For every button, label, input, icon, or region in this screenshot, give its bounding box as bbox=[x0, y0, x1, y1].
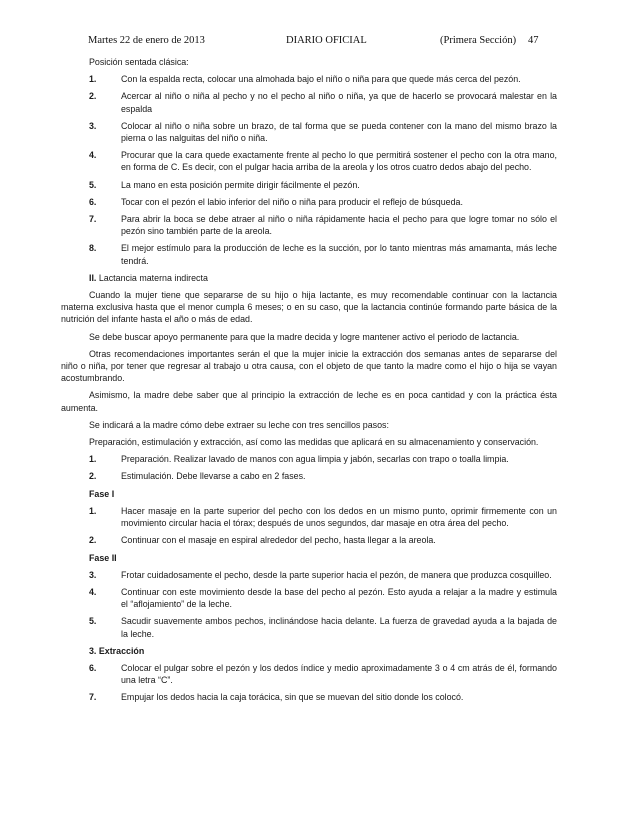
list-number: 2. bbox=[89, 91, 97, 102]
page-header bbox=[88, 35, 540, 49]
list-number: 1. bbox=[89, 74, 97, 85]
list-text: La mano en esta posición permite dirigir fácilmente el pezón. bbox=[121, 179, 360, 190]
list-item bbox=[61, 73, 557, 85]
list-item bbox=[61, 196, 557, 208]
list-number: 7. bbox=[89, 214, 97, 225]
list-number: 6. bbox=[89, 196, 97, 207]
list-text: Colocar al niño o niña sobre un brazo, de tal forma que se pueda contener con la mano del mismo brazo la pierna o las nalguitas del niño o niña. bbox=[121, 120, 557, 144]
list-text: Preparación. Realizar lavado de manos con agua limpia y jabón, secarlas con trapo o toalla limpia. bbox=[121, 454, 509, 465]
list-number: 4. bbox=[89, 586, 97, 597]
section-number: II. bbox=[89, 272, 97, 283]
document-body bbox=[61, 56, 557, 709]
header-publication: DIARIO OFICIAL bbox=[286, 35, 367, 46]
phase-heading: Fase I bbox=[89, 488, 115, 499]
list-text: Con la espalda recta, colocar una almohada bajo el niño o niña para que quede más cerca del pezón. bbox=[121, 74, 521, 85]
paragraph: Otras recomendaciones importantes serán el que la mujer inicie la extracción dos semanas antes de separarse del niño o niña, por tener que regresar al trabajo u otra causa, con el objeto de que tanto la madre como el hijo o hija se vayan acostumbrando. bbox=[61, 348, 557, 384]
list-item bbox=[61, 149, 557, 173]
list-number: 4. bbox=[89, 150, 97, 161]
section-title: Lactancia materna indirecta bbox=[98, 272, 208, 283]
section-heading bbox=[61, 272, 557, 284]
list-item bbox=[61, 534, 557, 546]
list-number: 1. bbox=[89, 454, 97, 465]
header-section: (Primera Sección) bbox=[440, 35, 517, 46]
list-item bbox=[61, 453, 557, 465]
list-item bbox=[61, 179, 557, 191]
list-item bbox=[61, 213, 557, 237]
list-number: 1. bbox=[89, 505, 97, 516]
list-item bbox=[61, 569, 557, 581]
lead-line: Posición sentada clásica: bbox=[89, 57, 189, 67]
list-text: Para abrir la boca se debe atraer al niño o niña rápidamente hacia el pecho para que logre tomar no sólo el pezón sino también parte de la areola. bbox=[121, 214, 557, 237]
list-number: 7. bbox=[89, 692, 97, 703]
list-item bbox=[61, 120, 557, 144]
list-text: Acercar al niño o niña al pecho y no el pecho al niño o niña, ya que de hacerlo se provocará malestar en la espalda bbox=[121, 91, 557, 114]
list-text: Colocar el pulgar sobre el pezón y los dedos índice y medio aproximadamente 3 o 4 cm atrás de él, formando una letra “C”. bbox=[121, 662, 557, 686]
list-text: Empujar los dedos hacia la caja torácica, sin que se muevan del sitio donde los colocó. bbox=[121, 692, 464, 703]
list-text: Procurar que la cara quede exactamente frente al pecho lo que permitirá sostener el pecho con la otra mano, en forma de C. Es decir, con el pulgar hacia arriba de la areola y los otros cuatro dedos abajo del pecho. bbox=[121, 150, 557, 173]
list-number: 5. bbox=[89, 616, 97, 627]
list-number: 8. bbox=[89, 243, 97, 254]
phase-heading: Fase II bbox=[89, 552, 117, 563]
list-item bbox=[61, 242, 557, 266]
list-text: Continuar con este movimiento desde la base del pecho al pezón. Esto ayuda a relajar a la madre y estimula el “aflojamiento” de la leche. bbox=[121, 586, 557, 610]
list-number: 3. bbox=[89, 569, 97, 580]
list-item bbox=[61, 615, 557, 639]
list-item bbox=[61, 586, 557, 610]
list-number: 3. bbox=[89, 120, 97, 131]
list-text: Continuar con el masaje en espiral alrededor del pecho, hasta llegar a la areola. bbox=[121, 535, 436, 546]
paragraph: Se indicará a la madre cómo debe extraer su leche con tres sencillos pasos: bbox=[89, 419, 389, 430]
list-item bbox=[61, 470, 557, 482]
list-item bbox=[61, 691, 557, 703]
paragraph: Cuando la mujer tiene que separarse de su hijo o hija lactante, es muy recomendable continuar con la lactancia materna exclusiva hasta que el menor cumpla 6 meses; o en su caso, que la lactancia continúe formando parte básica de la nutrición del infante hasta el año o más de edad. bbox=[61, 290, 557, 325]
list-text: Tocar con el pezón el labio inferior del niño o niña para producir el reflejo de búsqueda. bbox=[121, 196, 463, 207]
paragraph: Preparación, estimulación y extracción, así como las medidas que aplicará en su almacenamiento y conservación. bbox=[89, 437, 539, 448]
list-number: 5. bbox=[89, 179, 97, 190]
list-number: 2. bbox=[89, 535, 97, 546]
paragraph: Asimismo, la madre debe saber que al principio la extracción de leche es en poca cantidad y con la práctica ésta aumenta. bbox=[61, 390, 557, 413]
list-text: Frotar cuidadosamente el pecho, desde la parte superior hacia el pezón, de manera que produzca cosquilleo. bbox=[121, 569, 552, 580]
list-number: 6. bbox=[89, 662, 97, 673]
header-page-number: 47 bbox=[528, 35, 539, 46]
step-heading: 3. Extracción bbox=[89, 645, 145, 656]
list-text: El mejor estímulo para la producción de leche es la succión, por lo tanto mientras más amamanta, más leche tendrá. bbox=[121, 243, 557, 266]
list-item bbox=[61, 90, 557, 114]
list-text: Estimulación. Debe llevarse a cabo en 2 fases. bbox=[121, 471, 306, 482]
header-date: Martes 22 de enero de 2013 bbox=[88, 35, 205, 46]
list-text: Sacudir suavemente ambos pechos, inclinándose hacia delante. La fuerza de gravedad ayuda a la bajada de la leche. bbox=[121, 616, 557, 639]
list-text: Hacer masaje en la parte superior del pecho con los dedos en un mismo punto, oprimir firmemente con un movimiento circular hacia el tórax; después de unos segundos, dar masaje en otra área del pecho. bbox=[121, 505, 557, 529]
list-number: 2. bbox=[89, 471, 97, 482]
list-item bbox=[61, 505, 557, 529]
paragraph: Se debe buscar apoyo permanente para que la madre decida y logre mantener activo el periodo de lactancia. bbox=[89, 331, 520, 342]
list-item bbox=[61, 662, 557, 686]
